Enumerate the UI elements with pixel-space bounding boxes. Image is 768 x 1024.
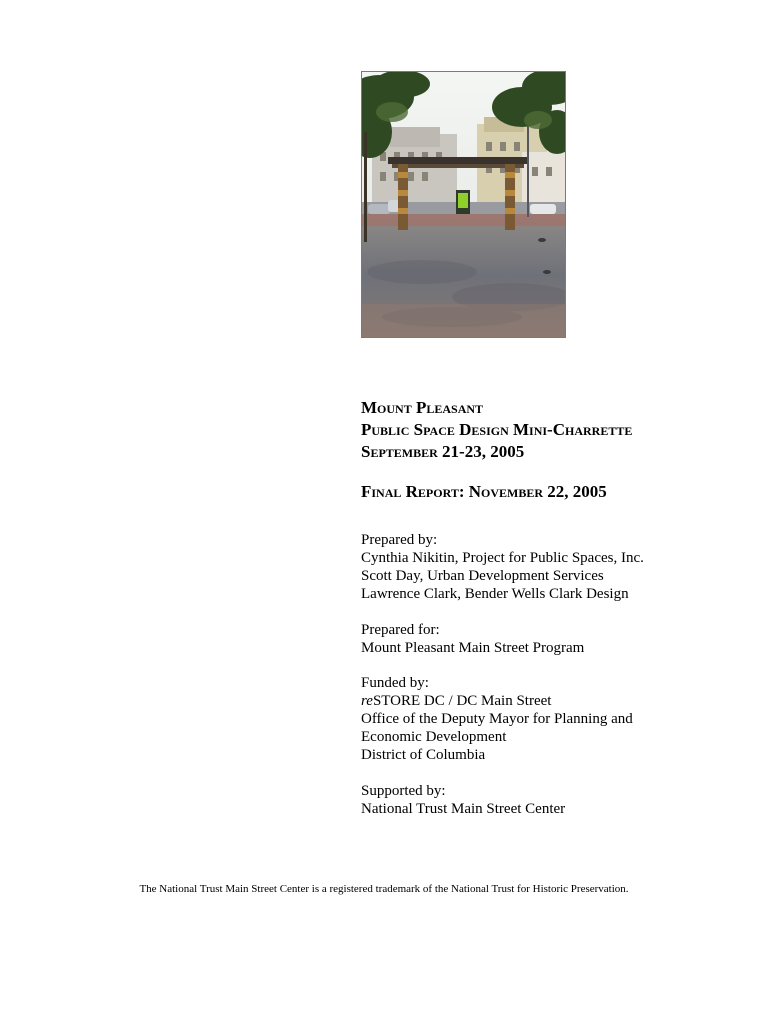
final-report-date: Final Report: November 22, 2005 <box>361 482 607 501</box>
preparer-line: Lawrence Clark, Bender Wells Clark Design <box>361 586 629 602</box>
funder-line: Office of the Deputy Mayor for Planning and <box>361 711 633 727</box>
title-dates: September 21-23, 2005 <box>361 442 525 461</box>
title-location: Mount Pleasant <box>361 398 484 417</box>
report-title-block <box>361 397 761 503</box>
funded-by-section <box>361 674 761 764</box>
prepared-by-section <box>361 531 761 603</box>
preparer-line: Scott Day, Urban Development Services <box>361 568 604 584</box>
client-line: Mount Pleasant Main Street Program <box>361 640 585 656</box>
trademark-footnote: The National Trust Main Street Center is a registered trademark of the National Trust for Historic Preservation. <box>139 883 629 895</box>
prepared-by-heading: Prepared by: <box>361 532 438 548</box>
supported-by-heading: Supported by: <box>361 783 446 799</box>
preparer-line: Cynthia Nikitin, Project for Public Spaces, Inc. <box>361 550 644 566</box>
funder-line: Economic Development <box>361 729 507 745</box>
prepared-for-section <box>361 621 761 657</box>
funded-by-heading: Funded by: <box>361 675 429 691</box>
supported-by-section <box>361 782 761 818</box>
prepared-for-heading: Prepared for: <box>361 622 440 638</box>
title-event: Public Space Design Mini-Charrette <box>361 420 633 439</box>
funder-restore-line: reSTORE DC / DC Main Street <box>361 693 552 709</box>
plaza-photo-illustration <box>362 72 565 337</box>
funder-line: District of Columbia <box>361 747 486 763</box>
cover-photo <box>361 71 566 338</box>
supporter-line: National Trust Main Street Center <box>361 801 566 817</box>
